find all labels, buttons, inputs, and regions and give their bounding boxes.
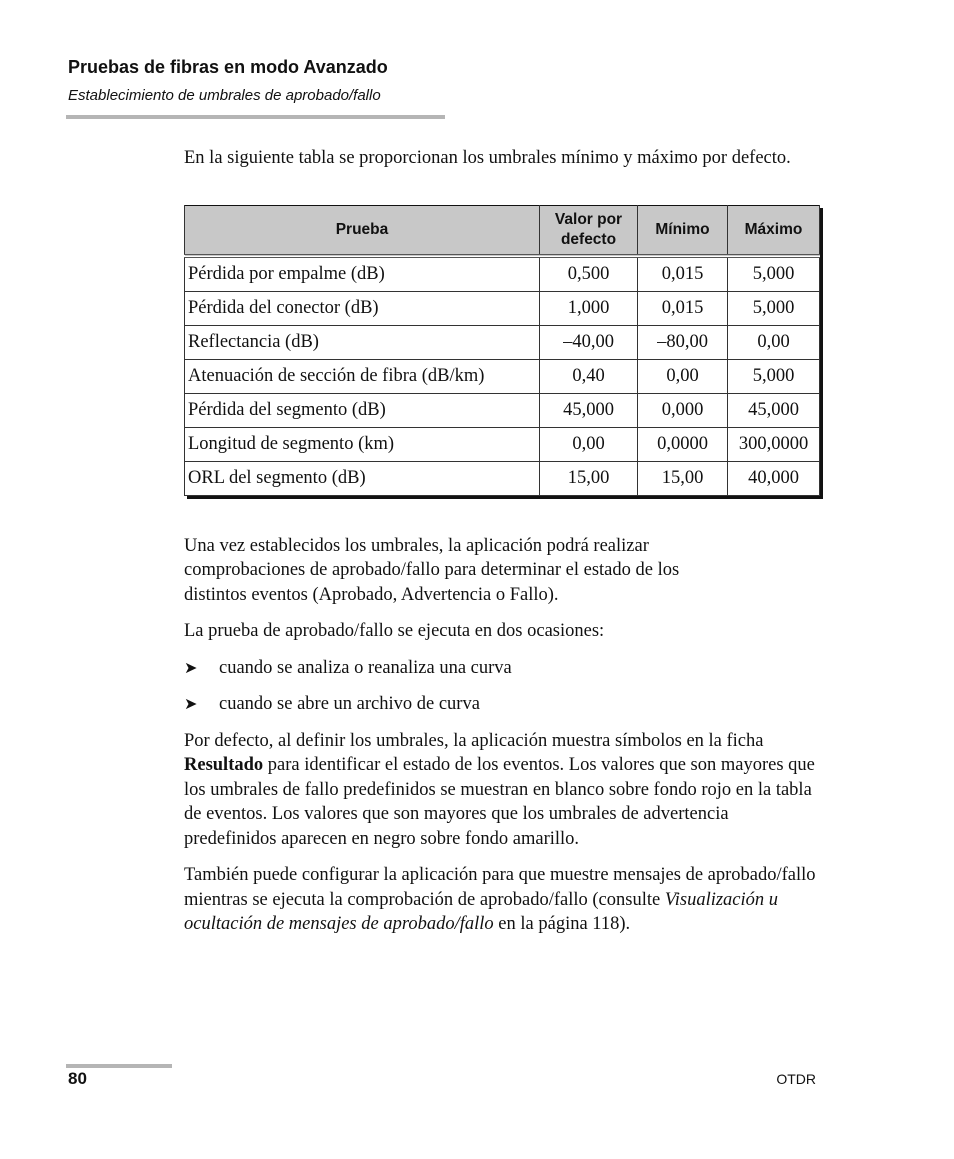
table-row <box>185 359 820 393</box>
cell-max: 45,000 <box>728 393 820 427</box>
col-header-min: Mínimo <box>638 205 728 256</box>
table-row <box>185 291 820 325</box>
cell-min: 0,015 <box>638 291 728 325</box>
cell-min: 0,000 <box>638 393 728 427</box>
document-name: OTDR <box>776 1071 816 1087</box>
cell-test: Pérdida por empalme (dB) <box>185 256 540 292</box>
table-row <box>185 427 820 461</box>
cell-default: 45,000 <box>540 393 638 427</box>
cell-min: 15,00 <box>638 461 728 495</box>
list-item-text: cuando se abre un archivo de curva <box>219 694 480 714</box>
cell-default: 1,000 <box>540 291 638 325</box>
table-row <box>185 393 820 427</box>
col-header-prueba: Prueba <box>185 205 540 256</box>
arrow-bullet-icon: ➤ <box>184 657 198 677</box>
para1-text: Una vez establecidos los umbrales, la aplicación podrá realizar comprobaciones de aprobado/fallo para determinar el estado de los distintos eventos (Aprobado, Advertencia o Fallo). <box>184 535 680 605</box>
col-header-default: Valor por defecto <box>540 205 638 256</box>
section-subtitle: Establecimiento de umbrales de aprobado/fallo <box>68 87 381 104</box>
cell-test: Pérdida del conector (dB) <box>185 291 540 325</box>
section-title: Pruebas de fibras en modo Avanzado <box>68 57 388 77</box>
cell-max: 300,0000 <box>728 427 820 461</box>
table-header-row <box>185 205 820 256</box>
cell-max: 0,00 <box>728 325 820 359</box>
cell-test: Longitud de segmento (km) <box>185 427 540 461</box>
cell-test: Reflectancia (dB) <box>185 325 540 359</box>
result-tab-name: Resultado <box>184 755 264 775</box>
arrow-bullet-icon: ➤ <box>184 694 198 713</box>
table-row <box>185 461 820 495</box>
table-row <box>185 325 820 359</box>
cell-test: Atenuación de sección de fibra (dB/km) <box>185 359 540 393</box>
cell-test: ORL del segmento (dB) <box>185 461 540 495</box>
footer-divider <box>66 1064 172 1068</box>
para4-post: en la página 118). <box>493 914 631 934</box>
cell-min: –80,00 <box>638 325 728 359</box>
cell-max: 40,000 <box>728 461 820 495</box>
list-item <box>184 656 824 681</box>
intro-paragraph <box>184 146 824 171</box>
page-content <box>184 146 824 937</box>
cell-default: –40,00 <box>540 325 638 359</box>
col-header-max: Máximo <box>728 205 820 256</box>
list-item <box>184 692 824 717</box>
symbols-paragraph <box>184 729 824 852</box>
cell-default: 0,00 <box>540 427 638 461</box>
list-item-text: cuando se analiza o reanaliza una curva <box>219 657 512 678</box>
para4-pre: También puede configurar la aplicación para que muestre mensajes de aprobado/fallo mientras se ejecuta la comprobación de aprobado/fallo (consulte <box>184 865 816 910</box>
cell-min: 0,00 <box>638 359 728 393</box>
para3-post: para identificar el estado de los eventos. Los valores que son mayores que los umbrales de fallo predefinidos se muestran en blanco sobre fondo rojo en la tabla de eventos. Los valores que son mayores que los umbrales de advertencia predefinidos aparecen en negro sobre fondo amarillo. <box>184 755 815 849</box>
page-number: 80 <box>68 1069 87 1088</box>
thresholds-paragraph <box>184 534 824 608</box>
table-row <box>185 256 820 292</box>
cell-default: 0,500 <box>540 256 638 292</box>
cell-default: 0,40 <box>540 359 638 393</box>
cell-min: 0,015 <box>638 256 728 292</box>
cell-max: 5,000 <box>728 291 820 325</box>
header-divider <box>66 115 445 119</box>
intro-text: En la siguiente tabla se proporcionan los umbrales mínimo y máximo por defecto. <box>184 148 791 168</box>
cross-reference-link[interactable]: Visualización u ocultación de mensajes de aprobado/fallo <box>184 889 779 934</box>
para3-pre: Por defecto, al definir los umbrales, la aplicación muestra símbolos en la ficha <box>184 730 764 751</box>
occasions-paragraph: La prueba de aprobado/fallo se ejecuta en dos ocasiones: <box>184 621 605 641</box>
cell-test: Pérdida del segmento (dB) <box>185 393 540 427</box>
messages-paragraph <box>184 863 824 937</box>
cell-max: 5,000 <box>728 359 820 393</box>
thresholds-table <box>184 205 820 496</box>
cell-default: 15,00 <box>540 461 638 495</box>
cell-min: 0,0000 <box>638 427 728 461</box>
cell-max: 5,000 <box>728 256 820 292</box>
